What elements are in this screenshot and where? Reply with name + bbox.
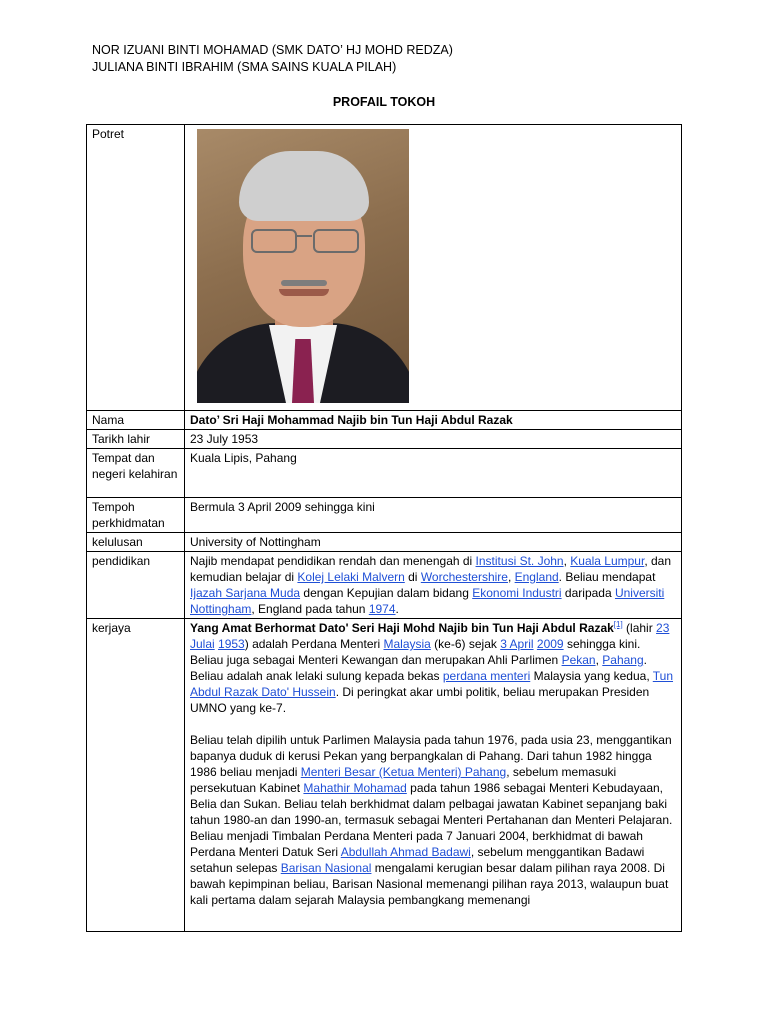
label-tempat: Tempat dan negeri kelahiran bbox=[87, 449, 185, 498]
link-mahathir-mohamad[interactable]: Mahathir Mohamad bbox=[303, 781, 407, 795]
kerjaya-paragraph-2: Beliau telah dipilih untuk Parlimen Malaysia pada tahun 1976, pada usia 23, menggantikan bapanya duduk di kerusi Pekan yang berpangkalan di Pahang. Dari tahun 1982 hingga 1986 beliau menjadi Menteri Besar (Ketua Menteri) Pahang, sebelum memasuki persekutuan Kabinet Mahathir Mohamad pada tahun 1986 sebagai Menteri Kebudayaan, Belia dan Sukan. Beliau telah berkhidmat dalam pelbagai jawatan Kabinet sepanjang baki tahun 1980-an dan 1990-an, termasuk sebagai Menteri Pertahanan dan Menteri Pelajaran. Beliau menjadi Timbalan Perdana Menteri pada 7 Januari 2004, berkhidmat di bawah Perdana Menteri Datuk Seri Abdullah Ahmad Badawi, sebelum menggantikan Badawi setahun selepas Barisan Nasional mengalami kerugian besar dalam pilihan raya 2008. Di bawah kepimpinan beliau, Barisan Nasional memenangi pilihan raya 2013, walaupun buat kali pertama dalam sejarah Malaysia pembangkang memenangi bbox=[190, 733, 673, 907]
row-tempat bbox=[87, 449, 682, 498]
link-menteri-besar-pahang[interactable]: Menteri Besar (Ketua Menteri) Pahang bbox=[300, 765, 507, 779]
link-worchestershire[interactable]: Worchestershire bbox=[420, 570, 508, 584]
profile-table bbox=[86, 124, 682, 932]
link-england[interactable]: England bbox=[514, 570, 559, 584]
row-tarikh-lahir bbox=[87, 430, 682, 449]
footnote-1[interactable]: [1] bbox=[613, 620, 623, 629]
link-2009[interactable]: 2009 bbox=[536, 637, 564, 651]
link-institusi-st-john[interactable]: Institusi St. John bbox=[475, 554, 564, 568]
link-kuala-lumpur[interactable]: Kuala Lumpur bbox=[570, 554, 645, 568]
link-perdana-menteri[interactable]: perdana menteri bbox=[442, 669, 531, 683]
author-line-2: JULIANA BINTI IBRAHIM (SMA SAINS KUALA PILAH) bbox=[92, 60, 397, 74]
value-nama: Dato’ Sri Haji Mohammad Najib bin Tun Haji Abdul Razak bbox=[185, 411, 682, 430]
row-kelulusan bbox=[87, 533, 682, 552]
link-ijazah-sarjana-muda[interactable]: Ijazah Sarjana Muda bbox=[190, 586, 301, 600]
label-tarikh-lahir: Tarikh lahir bbox=[87, 430, 185, 449]
link-kolej-lelaki-malvern[interactable]: Kolej Lelaki Malvern bbox=[297, 570, 405, 584]
link-abdullah-ahmad-badawi[interactable]: Abdullah Ahmad Badawi bbox=[340, 845, 471, 859]
link-3-april[interactable]: 3 April bbox=[500, 637, 534, 651]
document-title: PROFAIL TOKOH bbox=[332, 95, 436, 109]
link-ekonomi-industri[interactable]: Ekonomi Industri bbox=[472, 586, 562, 600]
kerjaya-paragraph-1: Yang Amat Berhormat Dato' Seri Haji Mohd Najib bin Tun Haji Abdul Razak[1] (lahir 23 Julai 1953) adalah Perdana Menteri Malaysia (ke-6) sejak 3 April 2009 sehingga kini. Beliau juga sebagai Menteri Kewangan dan merupakan Ahli Parlimen Pekan, Pahang. Beliau adalah anak lelaki sulung kepada bekas perdana menteri Malaysia yang kedua, Tun Abdul Razak Dato' Hussein. Di peringkat akar umbi politik, beliau merupakan Presiden UMNO yang ke-7. bbox=[190, 620, 674, 715]
label-nama: Nama bbox=[87, 411, 185, 430]
portrait-cell bbox=[185, 125, 682, 411]
value-kerjaya bbox=[185, 619, 682, 932]
author-block bbox=[92, 42, 453, 76]
row-tempoh bbox=[87, 498, 682, 533]
row-pendidikan bbox=[87, 552, 682, 619]
value-tarikh-lahir: 23 July 1953 bbox=[185, 430, 682, 449]
link-pahang[interactable]: Pahang bbox=[602, 653, 644, 667]
link-barisan-nasional[interactable]: Barisan Nasional bbox=[280, 861, 372, 875]
link-1974[interactable]: 1974 bbox=[368, 602, 396, 616]
row-kerjaya bbox=[87, 619, 682, 932]
value-pendidikan: Najib mendapat pendidikan rendah dan menengah di Institusi St. John, Kuala Lumpur, dan kemudian belajar di Kolej Lelaki Malvern di Worchestershire, England. Beliau mendapat Ijazah Sarjana Muda dengan Kepujian dalam bidang Ekonomi Industri daripada Universiti Nottingham, England pada tahun 1974. bbox=[185, 552, 682, 619]
link-pekan[interactable]: Pekan bbox=[561, 653, 596, 667]
link-23-julai[interactable]: 23 Julai bbox=[190, 621, 670, 651]
link-tun-abdul-razak[interactable]: Tun Abdul Razak Dato' Hussein bbox=[190, 669, 674, 699]
row-potret bbox=[87, 125, 682, 411]
link-1953[interactable]: 1953 bbox=[218, 637, 245, 651]
label-tempoh: Tempoh perkhidmatan bbox=[87, 498, 185, 533]
value-tempoh: Bermula 3 April 2009 sehingga kini bbox=[185, 498, 682, 533]
portrait-image bbox=[197, 129, 409, 403]
label-pendidikan: pendidikan bbox=[87, 552, 185, 619]
value-kelulusan: University of Nottingham bbox=[185, 533, 682, 552]
link-universiti-nottingham[interactable]: Universiti Nottingham bbox=[190, 586, 665, 616]
label-kerjaya: kerjaya bbox=[87, 619, 185, 932]
label-potret: Potret bbox=[87, 125, 185, 411]
value-tempat: Kuala Lipis, Pahang bbox=[185, 449, 682, 498]
label-kelulusan: kelulusan bbox=[87, 533, 185, 552]
link-malaysia[interactable]: Malaysia bbox=[383, 637, 431, 651]
row-nama bbox=[87, 411, 682, 430]
author-line-1: NOR IZUANI BINTI MOHAMAD (SMK DATO’ HJ MOHD REDZA) bbox=[92, 43, 453, 57]
